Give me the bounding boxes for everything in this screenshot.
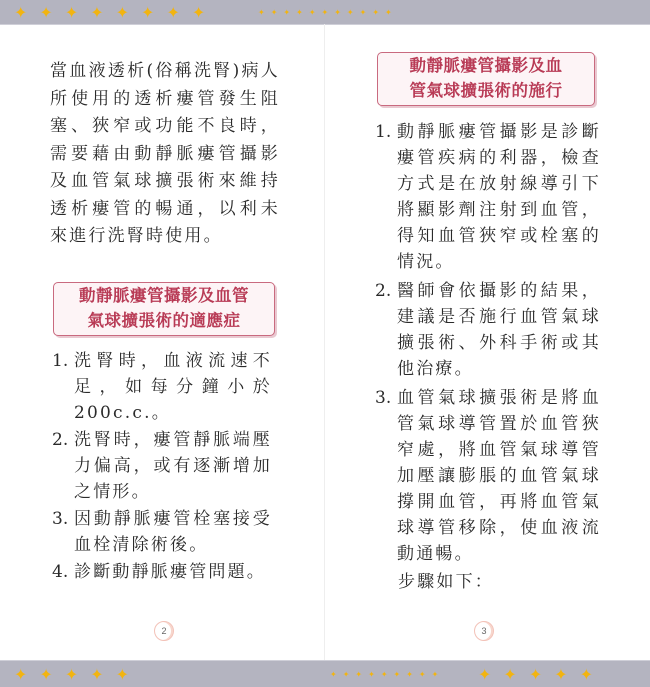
star-icon: ✦ xyxy=(166,2,180,22)
list-number: 3. xyxy=(52,509,69,529)
star-icon: ✦ xyxy=(258,7,265,17)
star-icon: ✦ xyxy=(478,664,492,684)
list-text: 因動靜脈瘻管栓塞接受血栓清除術後。 xyxy=(74,509,272,555)
star-icon: ✦ xyxy=(528,664,543,684)
intro-paragraph: 當血液透析(俗稱洗腎)病人所使用的透析瘻管發生阻塞、狹窄或功能不良時，需要藉由動靜脈瘻管攝影及血管氣球擴張術來維持透析瘻管的暢通，以利未來進行洗腎時使用。 xyxy=(50,61,280,246)
star-icon: ✦ xyxy=(90,2,104,22)
star-icon: ✦ xyxy=(308,7,316,17)
heading-line: 動靜脈瘻管攝影及血 xyxy=(409,56,563,75)
star-icon: ✦ xyxy=(368,669,375,679)
star-icon: ✦ xyxy=(385,7,392,17)
list-text: 診斷動靜脈瘻管問題。 xyxy=(74,562,266,582)
star-icon: ✦ xyxy=(372,7,380,17)
star-icon-row-large xyxy=(478,661,605,687)
star-icon: ✦ xyxy=(418,669,426,679)
list-text: 血管氣球擴張術是將血管氣球導管置於血管狹窄處，將血管氣球導管加壓讓膨脹的血管氣球撐開血管，再將血管氣球導管移除，使血液流動通暢。 xyxy=(397,388,601,564)
star-icon: ✦ xyxy=(342,669,350,679)
star-icon: ✦ xyxy=(380,669,388,679)
list-number: 1. xyxy=(375,122,392,142)
list-item xyxy=(52,348,272,426)
page-number: 2 xyxy=(154,621,174,641)
list-number: 2. xyxy=(52,430,69,450)
star-icon: ✦ xyxy=(90,664,104,684)
list-item xyxy=(52,559,272,585)
heading-line: 氣球擴張術的適應症 xyxy=(87,311,241,330)
star-icon: ✦ xyxy=(330,669,337,679)
page-number: 3 xyxy=(474,621,494,641)
star-icon: ✦ xyxy=(141,2,155,22)
star-icon: ✦ xyxy=(283,7,291,17)
star-icon: ✦ xyxy=(431,669,439,679)
list-number: 4. xyxy=(52,562,69,582)
list-text: 洗腎時，瘻管靜脈端壓力偏高，或有逐漸增加之情形。 xyxy=(74,430,272,502)
star-icon: ✦ xyxy=(355,669,363,679)
star-icon-row-large xyxy=(14,0,217,24)
star-icon-row-small xyxy=(258,0,398,24)
star-icon-row-large xyxy=(14,661,141,687)
star-icon: ✦ xyxy=(406,669,413,679)
star-icon: ✦ xyxy=(14,2,28,22)
list-text: 動靜脈瘻管攝影是診斷瘻管疾病的利器，檢查方式是在放射線導引下將顯影劑注射到血管，得知血管狹窄或栓塞的情況。 xyxy=(397,122,601,272)
star-icon: ✦ xyxy=(346,7,354,17)
star-icon-row-small xyxy=(330,661,444,687)
procedure-list xyxy=(375,119,601,570)
star-icon: ✦ xyxy=(191,2,206,22)
heading-line: 管氣球擴張術的施行 xyxy=(409,81,563,100)
star-icon: ✦ xyxy=(270,7,278,17)
list-item xyxy=(375,385,601,567)
list-item xyxy=(375,119,601,275)
star-icon: ✦ xyxy=(115,2,130,22)
star-icon: ✦ xyxy=(393,669,401,679)
star-icon: ✦ xyxy=(359,7,367,17)
top-decorative-band xyxy=(0,0,650,24)
list-number: 3. xyxy=(375,388,392,408)
list-item xyxy=(52,506,272,558)
procedure-heading xyxy=(377,52,595,106)
star-icon: ✦ xyxy=(296,7,303,17)
star-icon: ✦ xyxy=(115,664,130,684)
steps-label: 步驟如下： xyxy=(398,572,494,592)
indications-heading xyxy=(53,282,275,336)
star-icon: ✦ xyxy=(334,7,341,17)
star-icon: ✦ xyxy=(39,2,53,22)
star-icon: ✦ xyxy=(39,664,53,684)
star-icon: ✦ xyxy=(554,664,568,684)
heading-line: 動靜脈瘻管攝影及血管 xyxy=(79,286,249,305)
list-item xyxy=(375,278,601,382)
list-number: 2. xyxy=(375,281,392,301)
list-item xyxy=(52,427,272,505)
star-icon: ✦ xyxy=(64,2,79,22)
star-icon: ✦ xyxy=(14,664,28,684)
bottom-decorative-band xyxy=(0,661,650,687)
indications-list xyxy=(52,348,272,586)
list-text: 醫師會依攝影的結果，建議是否施行血管氣球擴張術、外科手術或其他治療。 xyxy=(397,281,601,379)
star-icon: ✦ xyxy=(64,664,79,684)
list-number: 1. xyxy=(52,351,69,371)
list-text: 洗腎時，血液流速不足，如每分鐘小於200c.c.。 xyxy=(74,351,272,423)
star-icon: ✦ xyxy=(321,7,329,17)
star-icon: ✦ xyxy=(579,664,594,684)
star-icon: ✦ xyxy=(503,664,517,684)
